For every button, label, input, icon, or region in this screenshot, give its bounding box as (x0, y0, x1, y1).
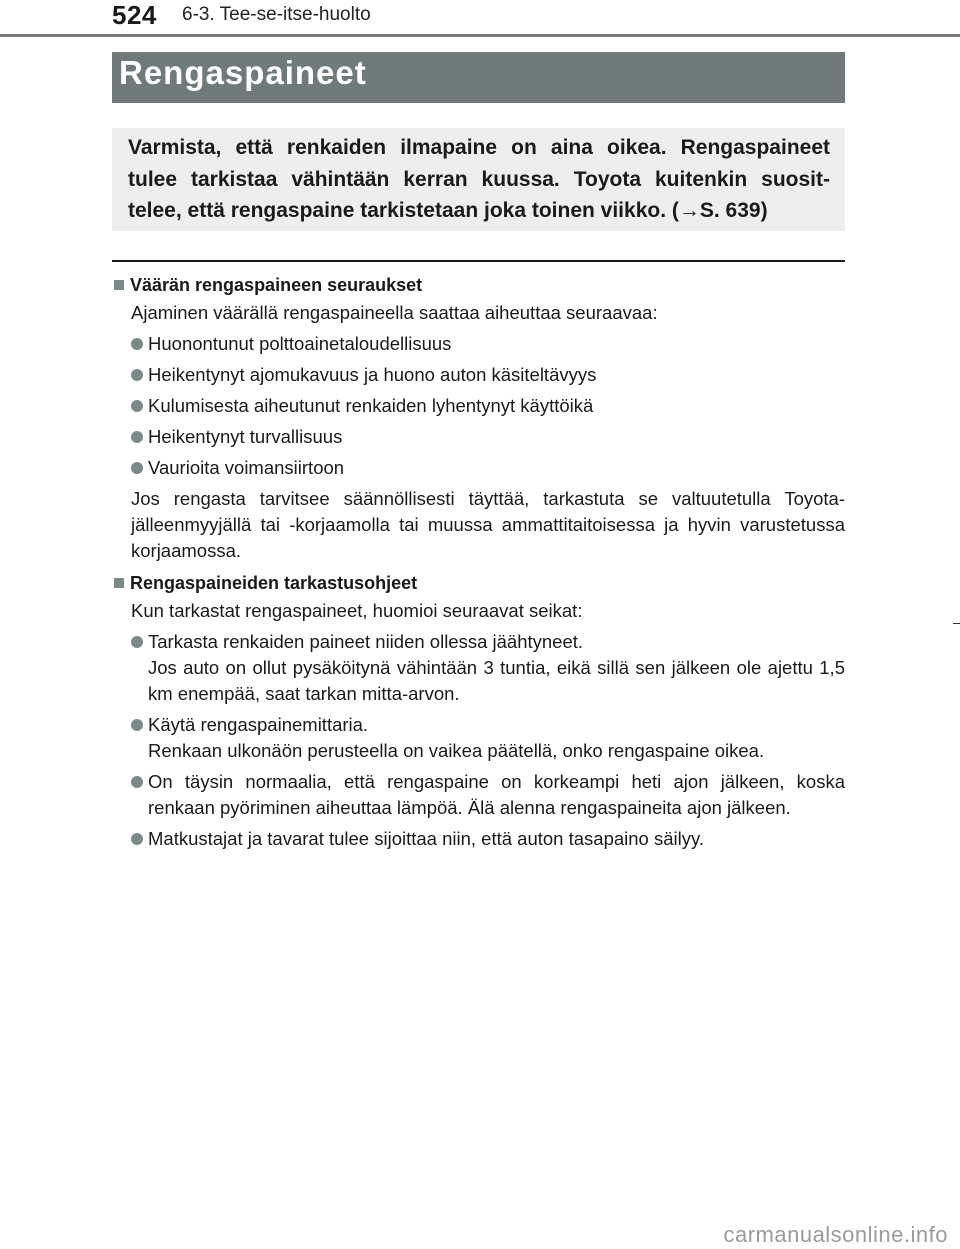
list-item (112, 393, 845, 419)
list-item-text: Vaurioita voimansiirtoon (148, 457, 345, 478)
round-bullet-icon (131, 776, 143, 788)
list-item-text: Kulumisesta aiheutunut renkaiden lyhentynyt käyttöikä (148, 395, 594, 416)
header-rule (0, 34, 960, 37)
list-item-detail: Jos auto on ollut pysäköitynä vähintään 3 tuntia, eikä sillä sen jälkeen ole ajettu 1,5 km enempää, saat tarkan mitta-arvon. (148, 657, 845, 704)
content (112, 270, 845, 852)
round-bullet-icon (131, 462, 143, 474)
list-item-detail: Renkaan ulkonäön perusteella on vaikea päätellä, onko rengaspaine oikea. (148, 740, 765, 761)
round-bullet-icon (131, 338, 143, 350)
section1-lead: Ajaminen väärällä rengaspaineella saattaa aiheuttaa seuraavaa: (131, 302, 658, 323)
round-bullet-icon (131, 431, 143, 443)
list-item (112, 424, 845, 450)
round-bullet-icon (131, 369, 143, 381)
section-divider (112, 260, 845, 262)
intro-line-1: Varmista, että renkaiden ilmapaine on aina oikea. Rengaspaineet (128, 136, 830, 159)
list-item (112, 362, 845, 388)
section-label: 6-3. Tee-se-itse-huolto (182, 4, 371, 25)
list-item-text: Matkustajat ja tavarat tulee sijoittaa niin, että auton tasapaino säilyy. (148, 828, 705, 849)
heading-text: Rengaspaineiden tarkastusohjeet (130, 572, 418, 593)
square-bullet-icon (114, 280, 124, 290)
section1-closing: Jos rengasta tarvitsee säännöllisesti täyttää, tarkastuta se valtuutetulla Toyota-jälleenmyyjällä tai -korjaamolla tai muussa ammattitaitoisessa ja hyvin varustetussa korjaamossa. (131, 488, 845, 561)
round-bullet-icon (131, 719, 143, 731)
intro-line-2: tulee tarkistaa vähintään kerran kuussa. Toyota kuitenkin suosit- (128, 167, 830, 191)
round-bullet-icon (131, 400, 143, 412)
section2-lead: Kun tarkastat rengaspaineet, huomioi seuraavat seikat: (131, 600, 583, 621)
list-item-text: Tarkasta renkaiden paineet niiden ollessa jäähtyneet. (148, 631, 584, 652)
intro-text (128, 132, 830, 227)
section-heading-consequences (112, 272, 845, 298)
list-item-text: Heikentynyt ajomukavuus ja huono auton käsiteltävyys (148, 364, 597, 385)
list-item (112, 331, 845, 357)
intro-line-3: telee, että rengaspaine tarkistetaan joka toinen viikko. (→S. 639) (128, 199, 768, 222)
list-item (112, 826, 845, 852)
list-item (112, 712, 845, 764)
list-item (112, 629, 845, 707)
round-bullet-icon (131, 636, 143, 648)
list-item (112, 769, 845, 821)
section-heading-inspection (112, 570, 845, 596)
list-item-text: Huonontunut polttoainetaloudellisuus (148, 333, 452, 354)
round-bullet-icon (131, 833, 143, 845)
edge-mark (953, 623, 960, 624)
watermark: carmanualsonline.info (723, 1222, 948, 1247)
list-item-text: Käytä rengaspainemittaria. (148, 714, 369, 735)
page-number: 524 (112, 0, 157, 30)
list-item-text: Heikentynyt turvallisuus (148, 426, 343, 447)
square-bullet-icon (114, 578, 124, 588)
page-title: Rengaspaineet (119, 54, 367, 91)
list-item-text: On täysin normaalia, että rengaspaine on korkeampi heti ajon jälkeen, koska renkaan pyöriminen aiheuttaa lämpöä. Älä alenna rengaspaineita ajon jälkeen. (148, 771, 845, 818)
heading-text: Väärän rengaspaineen seuraukset (130, 274, 423, 295)
list-item (112, 455, 845, 481)
